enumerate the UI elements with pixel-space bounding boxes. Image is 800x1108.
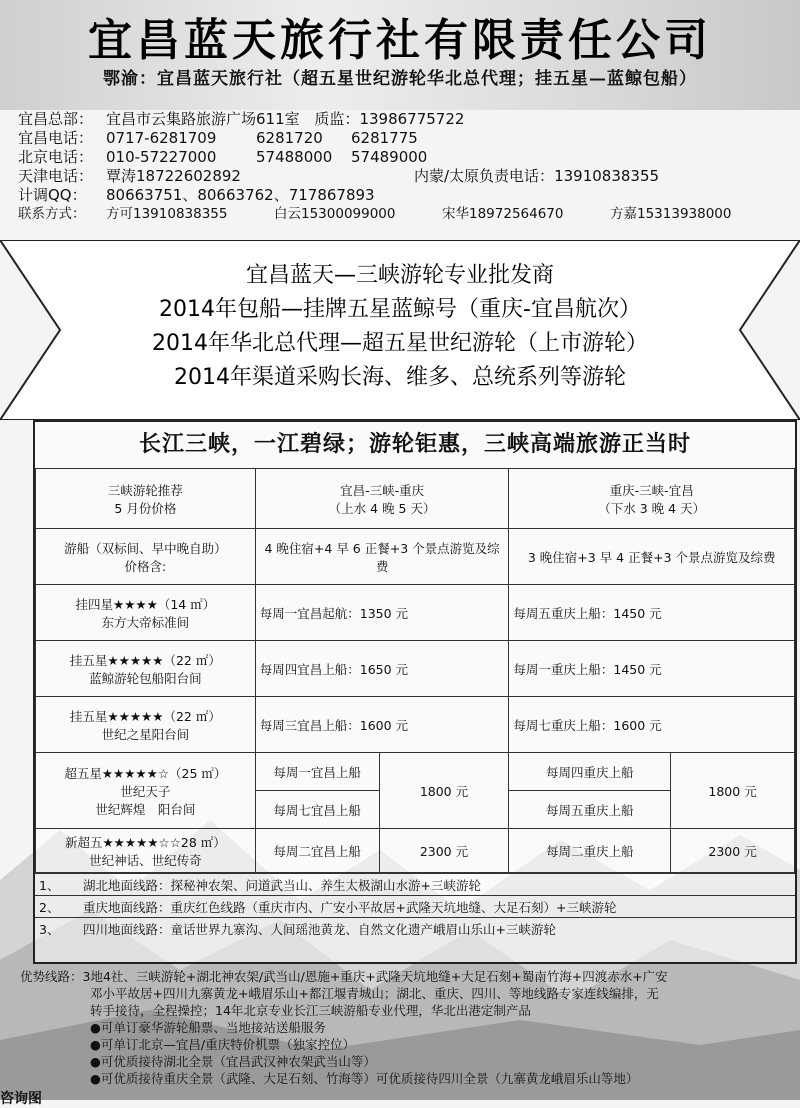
- contact-qq-row: [18, 186, 798, 205]
- table-cell: 每周四宜昌上船：1650 元: [255, 641, 509, 697]
- qq-label: 计调QQ：: [18, 186, 87, 204]
- table-row: [36, 697, 795, 753]
- contact-person: 宋华18972564670: [442, 206, 564, 222]
- slogan: 长江三峡，一江碧绿；游轮钜惠，三峡高端旅游正当时: [138, 432, 691, 457]
- header-text: 5 月份价格: [114, 500, 177, 516]
- quality-label: 质监：: [314, 110, 360, 128]
- cell-text: 蓝鲸游轮包船阳台间: [89, 670, 202, 686]
- table-cell: 每周二重庆上船: [509, 829, 671, 873]
- list-item: [35, 874, 795, 896]
- tianjin-label: 天津电话：: [18, 167, 94, 185]
- contact-person: 方可13910838355: [106, 206, 228, 222]
- bottom-tag: 咨询图: [0, 1091, 42, 1107]
- table-cell: 每周一重庆上船：1450 元: [509, 641, 795, 697]
- table-cell: [36, 529, 256, 585]
- table-row: [36, 585, 795, 641]
- cell-text: 挂五星★★★★★（22 ㎡）: [69, 652, 221, 668]
- header-text: （下水 3 晚 4 天）: [598, 500, 706, 516]
- beijing-phone: 57489000: [351, 148, 428, 166]
- hq-label: 宜昌总部：: [18, 110, 94, 128]
- advantage-line: 转手接待，全程操控；14年北京专业长江三峡游船专业代理，华北出港定制产品: [90, 1003, 531, 1018]
- table-cell: 每周四重庆上船: [509, 753, 671, 791]
- cell-text: 世纪天子: [120, 783, 171, 799]
- beijing-phone: 010-57227000: [106, 148, 217, 166]
- table-row: [36, 753, 795, 791]
- cell-text: 世纪辉煌 阳台间: [95, 801, 196, 817]
- yichang-label: 宜昌电话：: [18, 129, 94, 147]
- table-header-row: [36, 469, 795, 529]
- table-header-cell: [255, 469, 509, 529]
- quality-phone: 13986775722: [359, 110, 465, 128]
- advantage-label: 优势线路：: [20, 969, 83, 984]
- promo-banner: [0, 240, 800, 420]
- table-cell: 每周一宜昌上船: [255, 753, 379, 791]
- note-text: 重庆地面线路：重庆红色线路（重庆市内、广安小平故居+武隆天坑地缝、大足石刻）+三峡游轮: [79, 896, 795, 918]
- cell-text: 超五星★★★★★☆（25 ㎡）: [64, 765, 227, 781]
- service-bullet: ●可优质接待湖北全景（宜昌武汉神农架武当山等）: [90, 1054, 376, 1069]
- cell-text: 世纪之星阳台间: [101, 726, 190, 742]
- note-text: 湖北地面线路：探秘神农架、问道武当山、养生太极湖山水游+三峡游轮: [79, 874, 795, 896]
- table-cell: [36, 585, 256, 641]
- banner-line: 2014年华北总代理—超五星世纪游轮（上市游轮）: [152, 331, 648, 356]
- table-cell: 每周五重庆上船: [509, 791, 671, 829]
- beijing-phone: 57488000: [256, 148, 333, 166]
- neimeng-label: 内蒙/太原负责电话：: [414, 167, 555, 185]
- cell-text: 世纪神话、世纪传奇: [89, 852, 202, 868]
- tianjin-contact: 覃涛18722602892: [106, 167, 241, 185]
- contact-hq-row: [18, 110, 798, 129]
- qq-values: 80663751、80663762、717867893: [106, 186, 375, 204]
- table-cell: [36, 753, 256, 829]
- cell-text: 新超五★★★★★☆☆28 ㎡）: [64, 834, 226, 850]
- table-row: [36, 641, 795, 697]
- company-title: 宜昌蓝天旅行社有限责任公司: [88, 15, 712, 66]
- table-cell: 每周五重庆上船：1450 元: [509, 585, 795, 641]
- neimeng-phone: 13910838355: [554, 167, 660, 185]
- price-table-box: [33, 420, 797, 964]
- advantage-text: 3地4社、三峡游轮+湖北神农架/武当山/恩施+重庆+武隆天坑地缝+大足石刻+蜀南竹海+四渡赤水+广安: [82, 969, 668, 984]
- service-bullet: ●可优质接待重庆全景（武隆、大足石刻、竹海等）可优质接待四川全景（九寨黄龙峨眉乐山等地）: [90, 1071, 639, 1086]
- contact-person: 方嘉15313938000: [610, 206, 732, 222]
- table-row: [36, 529, 795, 585]
- contact-people-row: [18, 205, 798, 224]
- note-number: 2、: [35, 896, 79, 918]
- table-cell: 每周一宜昌起航：1350 元: [255, 585, 509, 641]
- service-bullet: ●可单订豪华游轮船票、当地接站送船服务: [90, 1020, 326, 1035]
- contact-label: 联系方式：: [18, 206, 86, 222]
- contact-block: [18, 110, 798, 224]
- table-cell: 4 晚住宿+4 早 6 正餐+3 个景点游览及综费: [255, 529, 509, 585]
- header-text: （上水 4 晚 5 天）: [328, 500, 436, 516]
- cell-text: 游船（双标间、早中晚自助）: [64, 540, 227, 556]
- header-text: 三峡游轮推荐: [107, 482, 183, 498]
- cell-text: 挂四星★★★★（14 ㎡）: [75, 596, 216, 612]
- contact-tianjin-row: [18, 167, 798, 186]
- header-text: 重庆-三峡-宜昌: [609, 482, 694, 498]
- table-cell: 每周七重庆上船：1600 元: [509, 697, 795, 753]
- advantage-routes: [20, 968, 792, 1087]
- table-header-cell: [509, 469, 795, 529]
- advantage-line: [20, 968, 792, 985]
- service-bullet: ●可单订北京—宜昌/重庆特价机票（独家控位）: [90, 1037, 356, 1052]
- route-notes: [35, 873, 795, 939]
- yichang-phone: 0717-6281709: [106, 129, 217, 147]
- table-cell: 1800 元: [379, 753, 509, 829]
- beijing-label: 北京电话：: [18, 148, 94, 166]
- cell-text: 东方大帝标准间: [101, 614, 190, 630]
- table-cell: [36, 697, 256, 753]
- table-cell: 每周二宜昌上船: [255, 829, 379, 873]
- table-cell: 每周三宜昌上船：1600 元: [255, 697, 509, 753]
- cell-text: 价格含:: [124, 558, 167, 574]
- table-cell: 3 晚住宿+3 早 4 正餐+3 个景点游览及综费: [509, 529, 795, 585]
- banner-line: 2014年渠道采购长海、维多、总统系列等游轮: [174, 365, 626, 390]
- table-cell: 2300 元: [671, 829, 795, 873]
- contact-beijing-row: [18, 148, 798, 167]
- hq-address: 宜昌市云集路旅游广场611室: [106, 110, 300, 128]
- company-subtitle: 鄂渝：宜昌蓝天旅行社（超五星世纪游轮华北总代理；挂五星—蓝鲸包船）: [103, 69, 697, 89]
- cell-text: 挂五星★★★★★（22 ㎡）: [69, 708, 221, 724]
- table-cell: 1800 元: [671, 753, 795, 829]
- yichang-phone: 6281720: [256, 129, 323, 147]
- yichang-phone: 6281775: [351, 129, 418, 147]
- table-cell: [36, 641, 256, 697]
- header-text: 宜昌-三峡-重庆: [340, 482, 425, 498]
- banner-line: 宜昌蓝天—三峡游轮专业批发商: [245, 263, 554, 288]
- price-table: [35, 468, 795, 873]
- table-cell: 2300 元: [379, 829, 509, 873]
- table-row: [36, 829, 795, 873]
- table-header-cell: [36, 469, 256, 529]
- list-item: [35, 918, 795, 940]
- contact-yichang-row: [18, 129, 798, 148]
- table-cell: [36, 829, 256, 873]
- list-item: [35, 896, 795, 918]
- banner-line: 2014年包船—挂牌五星蓝鲸号（重庆-宜昌航次）: [159, 297, 641, 322]
- note-number: 1、: [35, 874, 79, 896]
- contact-person: 白云15300099000: [274, 206, 396, 222]
- note-number: 3、: [35, 918, 79, 940]
- table-cell: 每周七宜昌上船: [255, 791, 379, 829]
- note-text: 四川地面线路：童话世界九寨沟、人间瑶池黄龙、自然文化遗产峨眉山乐山+三峡游轮: [79, 918, 795, 940]
- advantage-line: 邓小平故居+四川九寨黄龙+峨眉乐山+都江堰青城山；湖北、重庆、四川、等地线路专家连线编排，无: [90, 986, 659, 1001]
